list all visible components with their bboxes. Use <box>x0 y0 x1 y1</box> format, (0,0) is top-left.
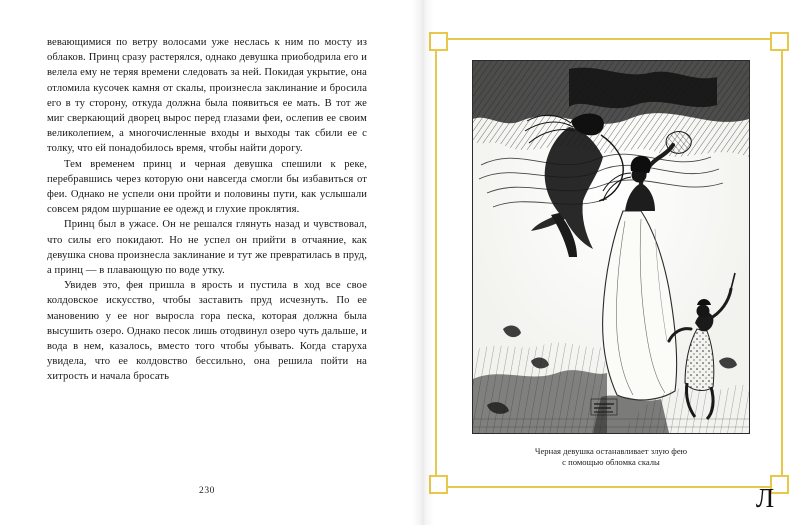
frame-corner-top-left-icon <box>429 32 448 51</box>
paragraph-3: Принц был в ужасе. Он не решался глянуть назад и чувствовал, что силы его покидают. Но не успел он прийти в отчаяние, как девушка снова произнесла заклинание и тут же превратилась в пруд, а принц — в плавающую по воде утку. <box>47 219 367 277</box>
page-number: 230 <box>199 486 215 496</box>
paragraph-4: Увидев это, фея пришла в ярость и пустила в ход все свое колдовское искусство, чтобы заставить пруд исчезнуть. По ее мановению у ее ног выросла гора песка, которая должна была высушить озеро. Однако песок лишь отодвинул озеро чуть дальше, и вода в нем, казалось, вместо того чтобы убывать. Когда старуха увидела, что ее колдовство бессильно, она решила пойти на хитрость и начала бросать <box>47 280 367 383</box>
right-plate-page <box>428 0 800 525</box>
paragraph-2: Тем временем принц и черная девушка спешили к реке, перебравшись через которую они навсегда смогли бы избавиться от феи. Однако не успели они пройти и половины пути, как услышали совсем рядом шуршание ее одежд и глухие проклятия. <box>47 158 367 216</box>
paragraph-1: вевающимися по ветру волосами уже неслась к ним по мосту из облаков. Принц сразу растерялся, однако девушка приободрила его и велела ему не теряя времени следовать за ней. Покидая укрытие, она отломила кусочек камня от скалы, произнесла заклинание и бросила его в ту сторону, откуда должна была появиться ее мать. В тот же миг сверкающий дворец вырос перед глазами феи, ослепив ее своим великолепием, а многочисленные входы и выходы так сбили ее с толку, что ей понадобилось время, чтобы найти дорогу. <box>47 37 367 155</box>
plate-caption-line-2: с помощью обломка скалы <box>562 457 660 468</box>
decorative-plate-frame <box>435 38 783 488</box>
black-maiden-stops-the-wicked-fairy-illustration <box>472 60 750 434</box>
publisher-logo: Л <box>755 482 775 513</box>
scan-edge-top <box>0 0 800 6</box>
plate-caption-line-1: Черная девушка останавливает злую фею <box>534 446 688 456</box>
frame-corner-top-right-icon <box>770 32 789 51</box>
plate-caption <box>455 446 767 469</box>
scan-edge-bottom <box>0 519 800 525</box>
page-number-container <box>47 480 367 498</box>
frame-corner-bottom-left-icon <box>429 475 448 494</box>
body-text-column <box>47 35 367 385</box>
